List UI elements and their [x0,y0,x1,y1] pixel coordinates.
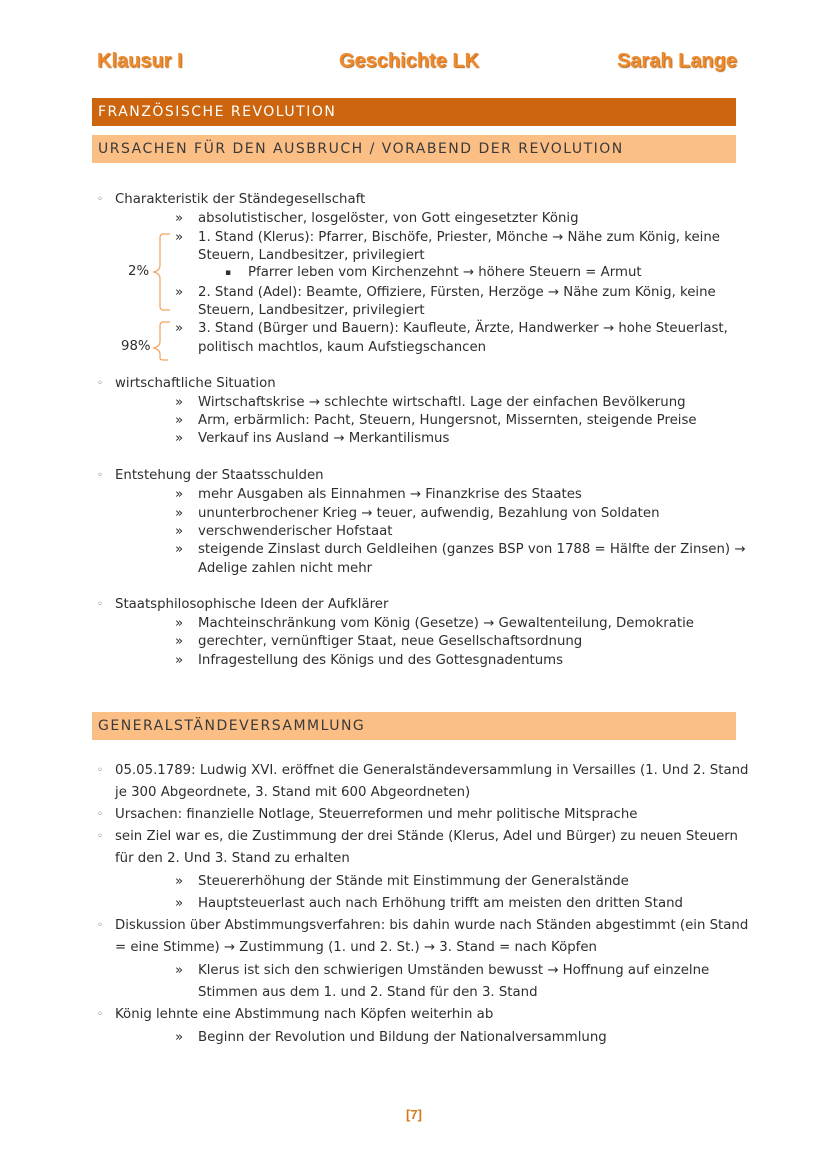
bullet-icon: ◦ [97,378,103,389]
text-line: = eine Stimme) → Zustimmung (1. und 2. St.) → 3. Stand = nach Köpfen [115,940,597,955]
chevron-icon: » [175,321,184,336]
topic-title: wirtschaftliche Situation [115,376,276,391]
text-line: König lehnte eine Abstimmung nach Köpfen weiterhin ab [115,1007,494,1022]
chevron-icon: » [175,653,184,668]
bullet-icon: ◦ [97,599,103,610]
chevron-icon: » [175,634,184,649]
section-heading-estates: GENERALSTÄNDEVERSAMMLUNG [92,712,736,740]
page-number: [7] [406,1107,422,1122]
bullet-icon: ◦ [97,809,103,820]
percent-privileged: 2% [128,264,150,279]
percent-third-estate: 98% [121,339,151,354]
topic-title: Staatsphilosophische Ideen der Aufklärer [115,597,389,612]
text-line: 05.05.1789: Ludwig XVI. eröffnet die Generalständeversammlung in Versailles (1. Und 2. Stand [115,763,749,778]
chevron-icon: » [175,616,184,631]
chevron-icon: » [175,211,184,226]
chevron-icon: » [175,896,184,911]
chevron-icon: » [175,874,184,889]
topic-title: Entstehung der Staatsschulden [115,468,324,483]
header-subject: Geschichte LK [339,50,480,72]
chevron-icon: » [175,542,184,557]
bullet-icon: ◦ [97,765,103,776]
page-header [97,50,737,76]
chevron-icon: » [175,285,184,300]
chevron-icon: » [175,487,184,502]
section-heading-main: FRANZÖSISCHE REVOLUTION [92,98,736,126]
bullet-icon: ◦ [97,920,103,931]
text-line: sein Ziel war es, die Zustimmung der drei Stände (Klerus, Adel und Bürger) zu neuen Steuern [115,829,738,844]
chevron-icon: » [175,1030,184,1045]
section-heading-causes: URSACHEN FÜR DEN AUSBRUCH / VORABEND DER REVOLUTION [92,135,736,163]
bullet-icon: ◦ [97,1009,103,1020]
chevron-icon: » [175,395,184,410]
text-line: Ursachen: finanzielle Notlage, Steuerreformen und mehr politische Mitsprache [115,807,638,822]
topic-title: Charakteristik der Ständegesellschaft [115,192,366,207]
bullet-icon: ◦ [97,470,103,481]
chevron-icon: » [175,524,184,539]
chevron-icon: » [175,963,184,978]
text-line: Diskussion über Abstimmungsverfahren: bis dahin wurde nach Ständen abgestimmt (ein Stand [115,918,749,933]
bracket-icon [150,232,174,362]
header-exam-label: Klausur I [97,50,183,72]
bullet-icon: ◦ [97,194,103,205]
chevron-icon: » [175,506,184,521]
chevron-icon: » [175,431,184,446]
text-line: je 300 Abgeordnete, 3. Stand mit 600 Abgeordneten) [115,785,471,800]
text-line: für den 2. Und 3. Stand zu erhalten [115,851,350,866]
chevron-icon: » [175,413,184,428]
bullet-icon: ◦ [97,831,103,842]
header-author: Sarah Lange [616,50,737,72]
chevron-icon: » [175,230,184,245]
square-bullet-icon: ▪ [225,268,232,278]
